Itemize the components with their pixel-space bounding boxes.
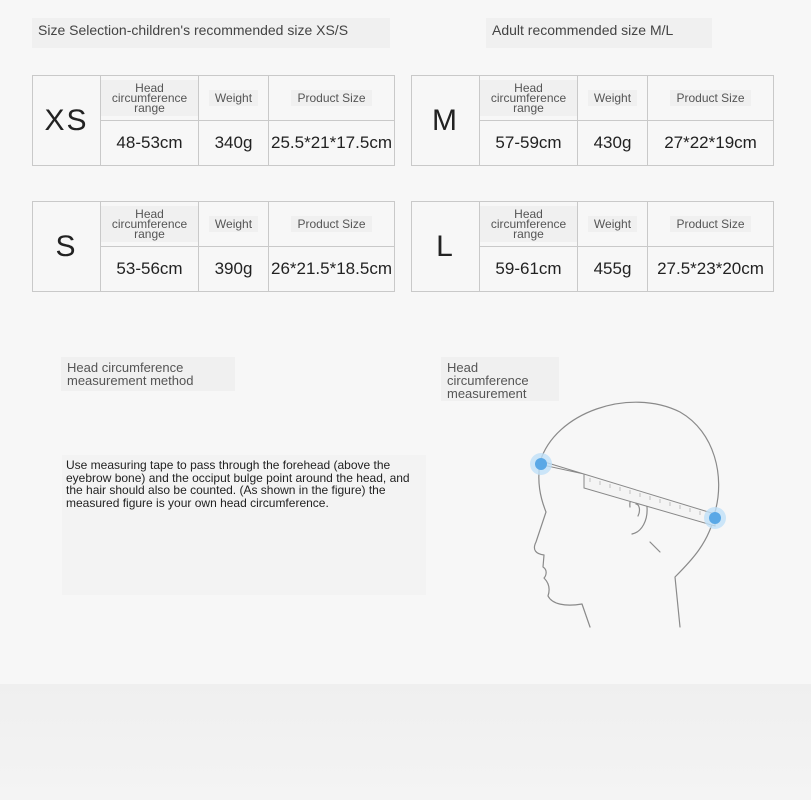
head-range-label: Head circumference range <box>480 206 577 242</box>
product-size-value: 26*21.5*18.5cm <box>269 247 395 292</box>
size-table-m <box>411 75 774 166</box>
weight-value: 430g <box>578 121 648 166</box>
size-table-s <box>32 201 395 292</box>
weight-label: Weight <box>209 216 258 232</box>
background-floor <box>0 684 811 800</box>
size-label: S <box>33 202 101 292</box>
head-range-value: 53-56cm <box>101 247 199 292</box>
size-label: M <box>412 76 480 166</box>
adult-size-header: Adult recommended size M/L <box>486 18 712 48</box>
head-range-label: Head circumference range <box>101 206 198 242</box>
weight-label: Weight <box>588 90 637 106</box>
weight-label: Weight <box>209 90 258 106</box>
children-size-header: Size Selection-children's recommended size XS/S <box>32 18 390 48</box>
product-size-label: Product Size <box>291 90 371 106</box>
occiput-marker-icon <box>704 507 726 529</box>
size-label: L <box>412 202 480 292</box>
size-label: XS <box>33 76 101 166</box>
product-size-label: Product Size <box>670 216 750 232</box>
size-table-l <box>411 201 774 292</box>
product-size-value: 27*22*19cm <box>648 121 774 166</box>
product-size-label: Product Size <box>670 90 750 106</box>
weight-value: 455g <box>578 247 648 292</box>
measurement-instructions: Use measuring tape to pass through the forehead (above the eyebrow bone) and the occiput bulge point around the head, and the hair should also be counted. (As shown in the figure) the measured figure is your own head circumference. <box>62 455 426 595</box>
product-size-value: 25.5*21*17.5cm <box>269 121 395 166</box>
measuring-tape <box>538 460 715 526</box>
measurement-method-title: Head circumference measurement method <box>61 357 235 391</box>
product-size-value: 27.5*23*20cm <box>648 247 774 292</box>
head-range-label: Head circumference range <box>101 80 198 116</box>
weight-value: 390g <box>199 247 269 292</box>
product-size-label: Product Size <box>291 216 371 232</box>
size-table-xs <box>32 75 395 166</box>
forehead-marker-icon <box>530 453 552 475</box>
head-measurement-figure <box>510 392 770 632</box>
head-range-value: 57-59cm <box>480 121 578 166</box>
weight-value: 340g <box>199 121 269 166</box>
figure-caption: Head circumference measurement <box>441 357 559 401</box>
weight-label: Weight <box>588 216 637 232</box>
head-range-value: 59-61cm <box>480 247 578 292</box>
head-range-label: Head circumference range <box>480 80 577 116</box>
head-range-value: 48-53cm <box>101 121 199 166</box>
